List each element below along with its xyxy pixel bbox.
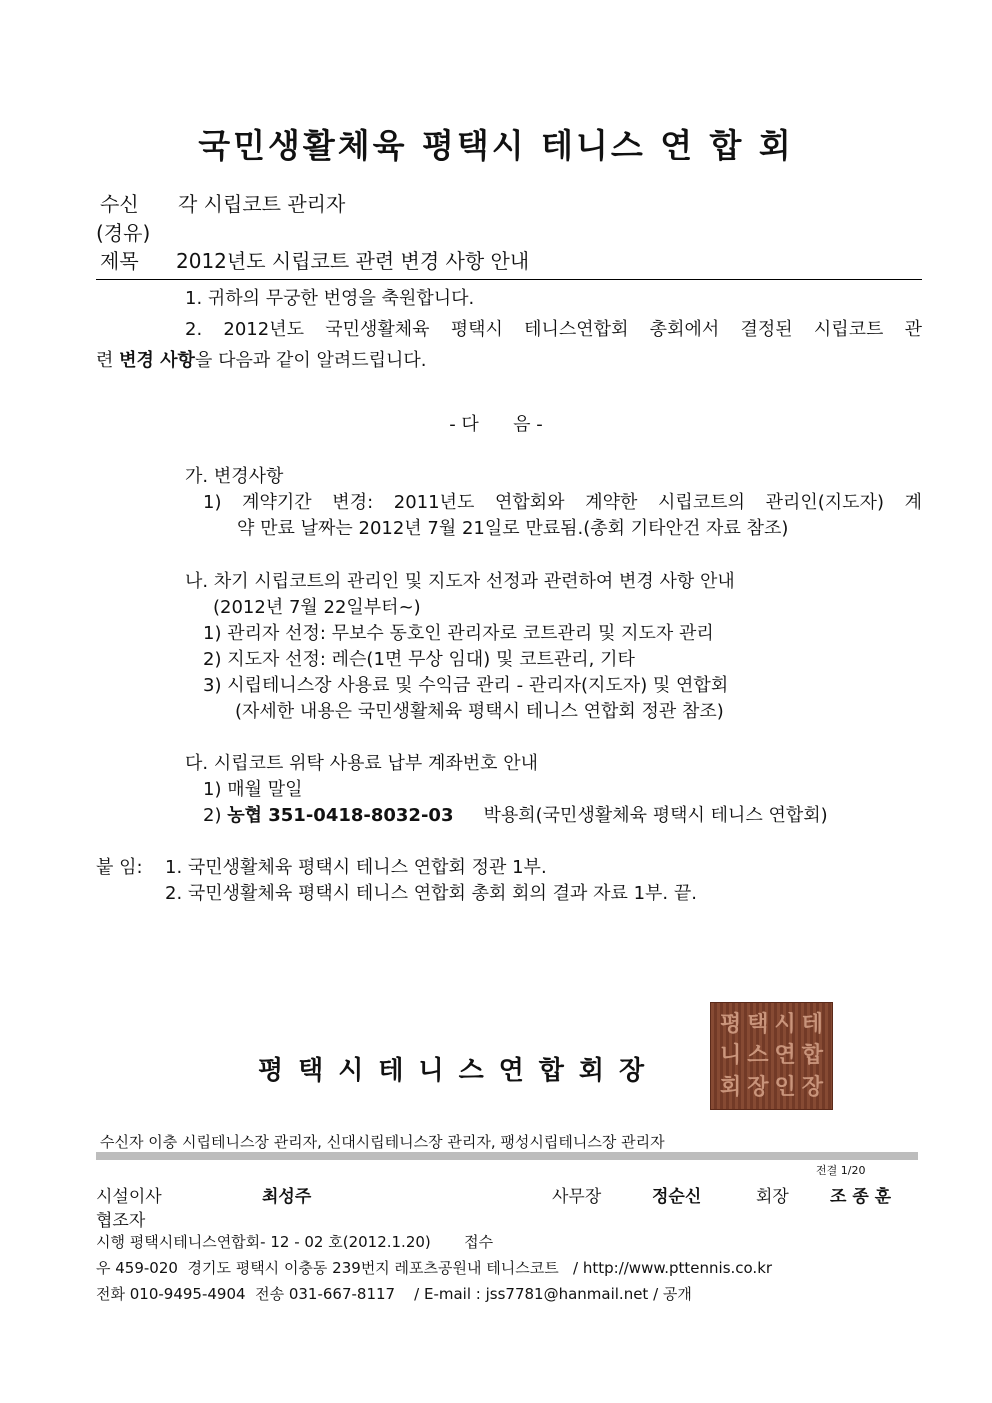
header-divider <box>96 279 922 280</box>
bank-account: 농협 351-0418-8032-03 <box>227 805 454 826</box>
center-heading: - 다 음 - <box>449 414 543 435</box>
seal-characters <box>717 1009 826 1103</box>
seal-glyph: 니 <box>719 1043 742 1069</box>
facility-director-label: 시설이사 <box>96 1187 162 1207</box>
subject-label: 제목 <box>100 249 139 273</box>
seal-glyph: 연 <box>774 1043 796 1069</box>
section-na-item-3-note: (자세한 내용은 국민생활체육 평택시 테니스 연합회 정관 참조) <box>235 701 724 722</box>
document-title: 국민생활체육 평택시 테니스 연 합 회 <box>198 126 794 165</box>
seal-glyph: 테 <box>801 1012 823 1037</box>
facility-director-name: 최성주 <box>262 1187 312 1207</box>
footer-recipients: 수신자 이충 시립테니스장 관리자, 신대시립테니스장 관리자, 팽성시립테니스장 관리자 <box>100 1133 665 1151</box>
secretary-label: 사무장 <box>552 1187 602 1207</box>
approval-note: 전결 1/20 <box>816 1164 866 1177</box>
seal-glyph: 회 <box>719 1074 742 1100</box>
section-na-item-1: 1) 관리자 선정: 무보수 동호인 관리자로 코트관리 및 지도자 관리 <box>203 623 714 644</box>
attachment-1: 1. 국민생활체육 평택시 테니스 연합회 정관 1부. <box>165 857 547 878</box>
section-ga-item-1-line-2: 약 만료 날짜는 2012년 7월 21일로 만료됨.(총회 기타안건 자료 참조) <box>237 518 789 539</box>
section-da-item-2-prefix: 2) <box>203 805 228 826</box>
signature: 평택시테니스연합회장 <box>258 1056 660 1086</box>
section-na-item-3: 3) 시립테니스장 사용료 및 수익금 관리 - 관리자(지도자) 및 연합회 <box>203 675 729 696</box>
subject-value: 2012년도 시립코트 관련 변경 사항 안내 <box>176 249 530 273</box>
contact-line: 전화 010-9495-4904 전송 031-667-8117 / E-mail : jss7781@hanmail.net / 공개 <box>96 1285 692 1303</box>
cooperator-label: 협조자 <box>96 1211 146 1231</box>
section-da-title: 다. 시립코트 위탁 사용료 납부 계좌번호 안내 <box>185 753 539 774</box>
footer-divider <box>96 1152 918 1160</box>
section-ga-title: 가. 변경사항 <box>185 466 284 487</box>
president-label: 회장 <box>756 1187 789 1207</box>
paragraph-2-line-2 <box>96 346 427 372</box>
recipient-value: 각 시립코트 관리자 <box>178 192 346 216</box>
secretary-name: 정순신 <box>652 1187 702 1207</box>
enforcement-line: 시행 평택시테니스연합회- 12 - 02 호(2012.1.20) 접수 <box>96 1233 494 1251</box>
seal-glyph: 평 <box>719 1012 742 1037</box>
attachment-2: 2. 국민생활체육 평택시 테니스 연합회 총회 회의 결과 자료 1부. 끝. <box>165 883 697 904</box>
recipient-label: 수신 <box>100 192 139 216</box>
account-holder: 박용희(국민생활체육 평택시 테니스 연합회) <box>483 805 828 826</box>
paragraph-1: 1. 귀하의 무궁한 번영을 축원합니다. <box>185 288 475 309</box>
seal-glyph: 스 <box>747 1043 769 1069</box>
seal-glyph: 인 <box>774 1074 796 1100</box>
seal-glyph: 장 <box>801 1074 823 1100</box>
seal-glyph: 시 <box>774 1012 796 1037</box>
paragraph-2-text-a: 련 <box>96 350 120 371</box>
section-da-item-1: 1) 매월 말일 <box>203 779 303 800</box>
official-seal <box>710 1002 833 1110</box>
via-label: (경유) <box>96 221 151 245</box>
attachments-label: 붙 임: <box>96 857 143 878</box>
section-na-title: 나. 차기 시립코트의 관리인 및 지도자 선정과 관련하여 변경 사항 안내 <box>185 571 735 592</box>
paragraph-2-text-b: 을 다음과 같이 알려드립니다. <box>194 350 427 371</box>
address-line: 우 459-020 경기도 평택시 이충동 239번지 레포츠공원내 테니스코트 / http://www.pttennis.co.kr <box>96 1259 773 1277</box>
paragraph-2-line-1: 2. 2012년도 국민생활체육 평택시 테니스연합회 총회에서 결정된 시립코트 관 <box>185 319 922 340</box>
section-na-item-2: 2) 지도자 선정: 레슨(1면 무상 임대) 및 코트관리, 기타 <box>203 649 635 670</box>
seal-glyph: 합 <box>801 1043 823 1069</box>
section-ga-item-1-line-1: 1) 계약기간 변경: 2011년도 연합회와 계약한 시립코트의 관리인(지도자) 계 <box>203 492 922 513</box>
section-na-date: (2012년 7월 22일부터~) <box>213 597 421 618</box>
president-name: 조 종 훈 <box>830 1187 892 1207</box>
seal-glyph: 장 <box>747 1074 769 1100</box>
seal-glyph: 택 <box>747 1012 769 1037</box>
section-da-item-2 <box>203 801 828 827</box>
paragraph-2-bold: 변경 사항 <box>119 350 195 371</box>
